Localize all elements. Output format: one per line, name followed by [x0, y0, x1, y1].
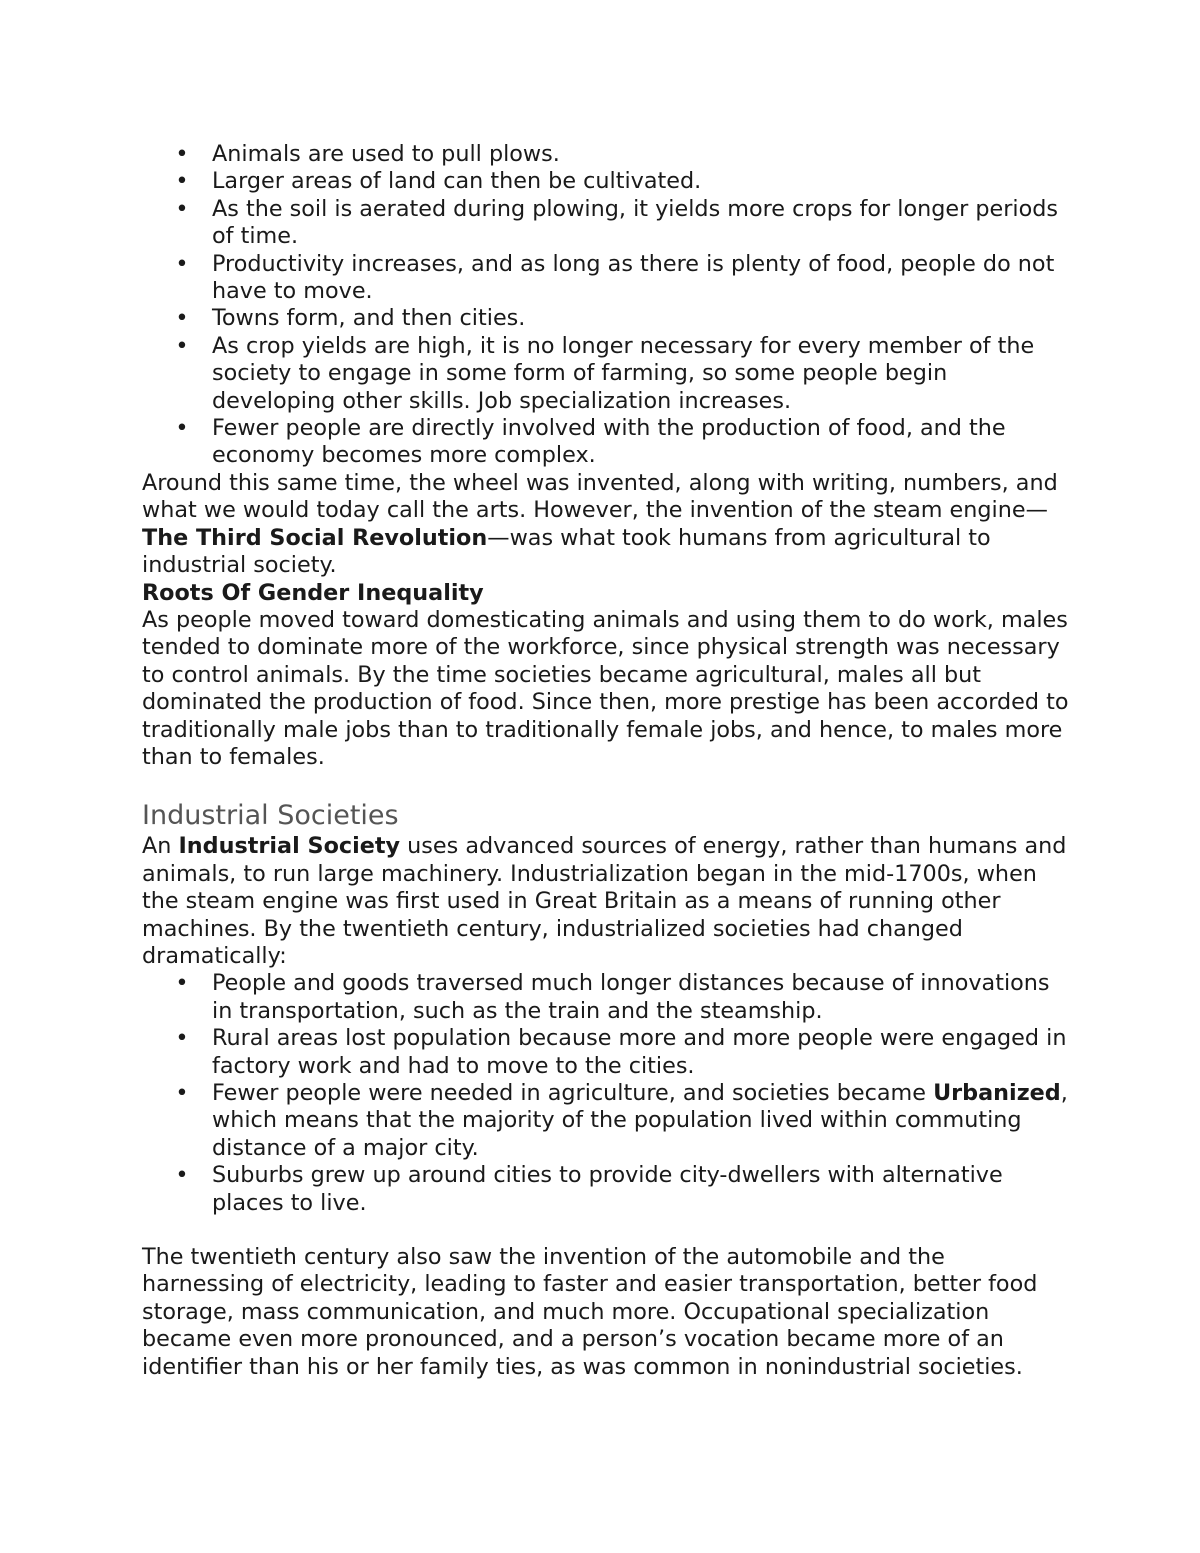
spacer: [142, 771, 1072, 799]
list-item: [142, 415, 1072, 470]
industrial-societies-heading: Industrial Societies: [142, 800, 399, 832]
gender-inequality-heading: Roots Of Gender Inequality: [142, 579, 484, 606]
list-item: [142, 196, 1072, 251]
agriculture-bullet-list: [142, 141, 1072, 470]
document-page: [142, 141, 1072, 1381]
bullet-icon: •: [175, 250, 189, 277]
bullet-icon: •: [175, 141, 189, 167]
list-item: [142, 970, 1072, 1025]
list-item-text: [212, 1080, 1068, 1161]
list-item-text: Suburbs grew up around cities to provide city-dwellers with alternative places to live.: [212, 1162, 1003, 1216]
list-item-text: Productivity increases, and as long as there is plenty of food, people do not have to move.: [212, 250, 1055, 305]
bullet-icon: •: [175, 1080, 189, 1106]
list-item-text-part: , which means that the majority of the population lived within commuting distance of a major city.: [212, 1080, 1068, 1161]
wheel-paragraph: [142, 470, 1072, 580]
industrial-intro-paragraph: [142, 833, 1072, 970]
industrial-society-term: Industrial Society: [178, 833, 401, 860]
list-item: [142, 141, 1072, 168]
gender-inequality-paragraph: As people moved toward domesticating animals and using them to do work, males tended to dominate more of the workforce, since physical strength was necessary to control animals. By the time societies became agricultural, males all but dominated the production of food. Since then, more prestige has been accorded to traditionally male jobs than to traditionally female jobs, and hence, to males more than to females.: [142, 606, 1069, 770]
paragraph-text: Around this same time, the wheel was invented, along with writing, numbers, and what we would today call the arts. However, the invention of the steam engine—: [142, 469, 1058, 524]
bullet-icon: •: [175, 168, 189, 195]
list-item: [142, 305, 1072, 332]
bullet-icon: •: [175, 332, 189, 359]
bullet-icon: •: [175, 305, 189, 332]
bullet-icon: •: [175, 195, 189, 222]
bullet-icon: •: [175, 1025, 189, 1052]
list-item-text-part: Fewer people were needed in agriculture, and societies became: [212, 1080, 934, 1106]
paragraph-text: —was what took humans from agricultural to industrial society.: [142, 524, 991, 579]
list-item-text: As crop yields are high, it is no longer necessary for every member of the society to engage in some form of farming, so some people begin developing other skills. Job specialization increases.: [212, 332, 1035, 414]
spacer: [142, 1217, 1072, 1244]
list-item-text: Larger areas of land can then be cultivated.: [212, 168, 702, 195]
list-item-text: As the soil is aerated during plowing, it yields more crops for longer periods of time.: [212, 195, 1059, 250]
list-item: [142, 168, 1072, 195]
list-item-text: Fewer people are directly involved with the production of food, and the economy becomes more complex.: [212, 415, 1006, 469]
list-item: [142, 1025, 1072, 1080]
list-item-text: Towns form, and then cities.: [212, 305, 526, 332]
paragraph-text: uses advanced sources of energy, rather than humans and animals, to run large machinery. Industrialization began in the mid-1700s, when the steam engine was first used in Great Britain as a means of running other machines. By the twentieth century, industrialized societies had changed dramatically:: [142, 833, 1067, 969]
list-item: [142, 1162, 1072, 1217]
industrial-bullet-list: [142, 970, 1072, 1217]
list-item-text: Rural areas lost population because more and more people were engaged in factory work and had to move to the cities.: [212, 1025, 1067, 1079]
urbanized-term: Urbanized: [933, 1080, 1061, 1106]
bullet-icon: •: [175, 415, 189, 442]
list-item: [142, 333, 1072, 415]
bullet-icon: •: [175, 1162, 189, 1189]
list-item: [142, 1080, 1072, 1162]
list-item: [142, 251, 1072, 306]
list-item-text: Animals are used to pull plows.: [212, 141, 560, 167]
twentieth-century-paragraph: The twentieth century also saw the invention of the automobile and the harnessing of electricity, leading to faster and easier transportation, better food storage, mass communication, and much more. Occupational specialization became even more pronounced, and a person’s vocation became more of an identifier than his or her family ties, as was common in nonindustrial societies.: [142, 1244, 1038, 1380]
bullet-icon: •: [175, 970, 189, 997]
paragraph-text: An: [142, 833, 179, 860]
list-item-text: People and goods traversed much longer distances because of innovations in transportation, such as the train and the steamship.: [212, 970, 1050, 1024]
third-social-revolution-term: The Third Social Revolution: [142, 524, 488, 551]
